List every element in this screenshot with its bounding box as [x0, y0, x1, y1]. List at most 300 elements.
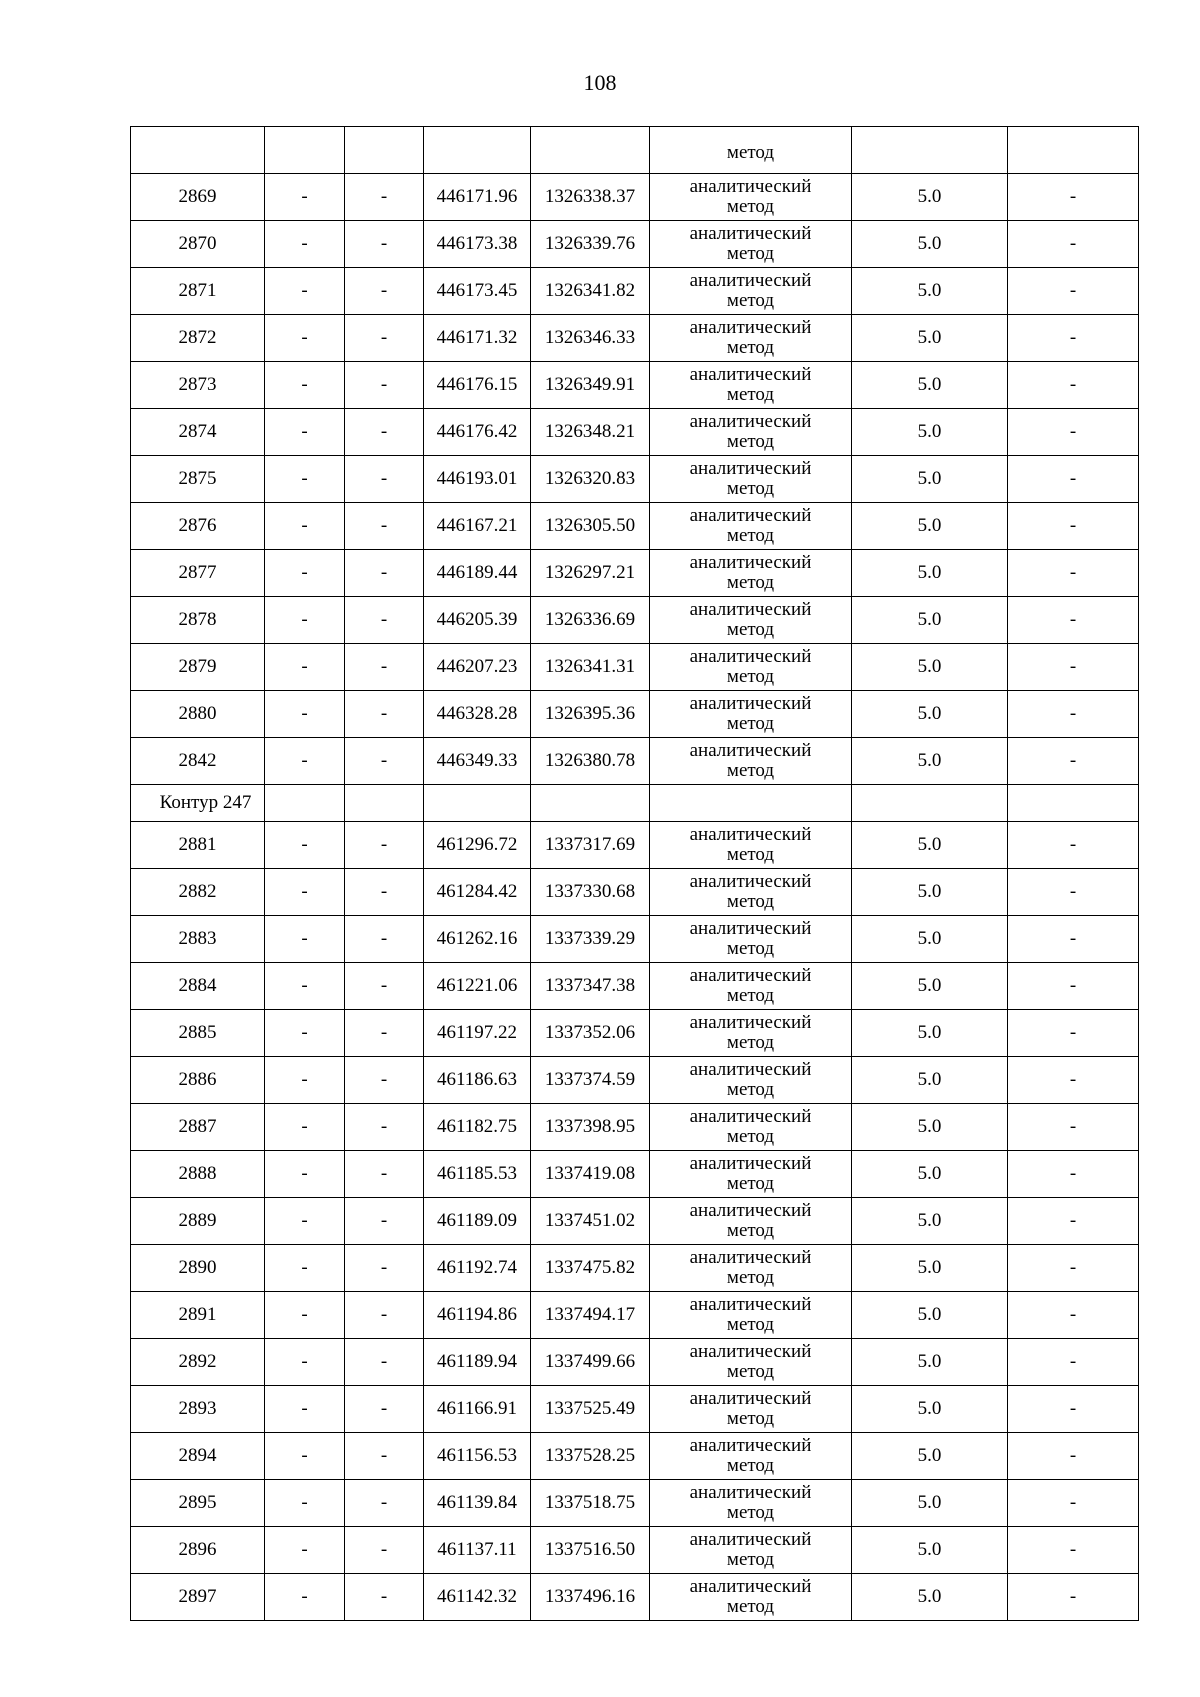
cell-method: метод: [650, 127, 852, 174]
coordinates-table: [130, 126, 1139, 1621]
method-line-2: метод: [726, 713, 775, 734]
cell-point: 2886: [131, 1057, 265, 1104]
cell-c3: -: [345, 1386, 424, 1433]
cell-method: [650, 691, 852, 738]
cell-c2: -: [265, 1480, 345, 1527]
method-line-2: метод: [726, 1549, 775, 1570]
method-line-1: аналитический: [689, 1012, 812, 1033]
cell-x: 446189.44: [424, 550, 531, 597]
cell-c3: -: [345, 644, 424, 691]
method-line-2: метод: [726, 431, 775, 452]
method-line-1: аналитический: [689, 317, 812, 338]
method-line-1: аналитический: [689, 918, 812, 939]
cell-c8: -: [1008, 597, 1139, 644]
cell-c8: -: [1008, 1433, 1139, 1480]
cell-y: 1337352.06: [531, 1010, 650, 1057]
cell-y: 1326395.36: [531, 691, 650, 738]
cell-c2: -: [265, 221, 345, 268]
cell-y: 1326297.21: [531, 550, 650, 597]
cell-accuracy: 5.0: [852, 1527, 1008, 1574]
cell-method: [650, 738, 852, 785]
table-row: [131, 1433, 1139, 1480]
cell-y: [531, 127, 650, 174]
cell-c8: -: [1008, 1386, 1139, 1433]
cell-c2: -: [265, 1433, 345, 1480]
table-row: [131, 869, 1139, 916]
cell-c8: -: [1008, 1527, 1139, 1574]
cell-method: [650, 1104, 852, 1151]
cell-method: [650, 409, 852, 456]
cell-accuracy: 5.0: [852, 1339, 1008, 1386]
cell-point: 2891: [131, 1292, 265, 1339]
cell-c8: -: [1008, 822, 1139, 869]
cell-point: 2887: [131, 1104, 265, 1151]
method-line-1: аналитический: [689, 505, 812, 526]
cell-method: [650, 1574, 852, 1621]
table-row: [131, 503, 1139, 550]
cell-point: 2879: [131, 644, 265, 691]
cell-accuracy: 5.0: [852, 1433, 1008, 1480]
method-line-1: аналитический: [689, 1106, 812, 1127]
cell-point: 2876: [131, 503, 265, 550]
cell-c3: -: [345, 221, 424, 268]
table-row: [131, 174, 1139, 221]
method-line-1: аналитический: [689, 364, 812, 385]
method-line-2: метод: [726, 891, 775, 912]
table-row-continuation: [131, 127, 1139, 174]
cell-y: 1326349.91: [531, 362, 650, 409]
method-line-1: аналитический: [689, 740, 812, 761]
cell-x: 461284.42: [424, 869, 531, 916]
cell-c8: -: [1008, 738, 1139, 785]
cell-c3: -: [345, 1339, 424, 1386]
cell-c2: -: [265, 1198, 345, 1245]
cell-accuracy: 5.0: [852, 963, 1008, 1010]
cell-accuracy: 5.0: [852, 738, 1008, 785]
table-row: [131, 1339, 1139, 1386]
cell-y: 1337518.75: [531, 1480, 650, 1527]
cell-method: [650, 268, 852, 315]
method-line-1: аналитический: [689, 270, 812, 291]
method-line-2: метод: [726, 572, 775, 593]
cell-method: [650, 221, 852, 268]
cell-y: 1326336.69: [531, 597, 650, 644]
cell-c3: -: [345, 597, 424, 644]
cell-method: [650, 1010, 852, 1057]
cell-c3: -: [345, 1104, 424, 1151]
cell-c2: -: [265, 597, 345, 644]
method-line-1: аналитический: [689, 458, 812, 479]
cell-accuracy: 5.0: [852, 691, 1008, 738]
cell-point: 2878: [131, 597, 265, 644]
cell-c3: -: [345, 1198, 424, 1245]
cell-c8: -: [1008, 409, 1139, 456]
cell-x: 446328.28: [424, 691, 531, 738]
cell-method: [650, 550, 852, 597]
cell-c8: -: [1008, 1198, 1139, 1245]
cell-method: [650, 1245, 852, 1292]
cell-x: 461189.94: [424, 1339, 531, 1386]
method-line-1: аналитический: [689, 965, 812, 986]
cell-x: 446205.39: [424, 597, 531, 644]
cell-c8: -: [1008, 644, 1139, 691]
cell-y: 1326341.31: [531, 644, 650, 691]
contour-label: Контур 247: [131, 785, 265, 822]
cell-y: 1337419.08: [531, 1151, 650, 1198]
cell-y: 1326305.50: [531, 503, 650, 550]
method-line-2: метод: [726, 478, 775, 499]
cell-accuracy: 5.0: [852, 1057, 1008, 1104]
cell-method: [650, 456, 852, 503]
cell-point: 2872: [131, 315, 265, 362]
table-row: [131, 1010, 1139, 1057]
method-line-1: аналитический: [689, 1576, 812, 1597]
cell-x: 446173.45: [424, 268, 531, 315]
cell-method: [650, 1057, 852, 1104]
cell-point: 2882: [131, 869, 265, 916]
cell-c2: -: [265, 869, 345, 916]
table-row: [131, 1480, 1139, 1527]
cell-x: 461142.32: [424, 1574, 531, 1621]
cell-c8: -: [1008, 362, 1139, 409]
cell-accuracy: 5.0: [852, 1386, 1008, 1433]
cell-c3: -: [345, 869, 424, 916]
cell-c8: -: [1008, 456, 1139, 503]
cell-c2: -: [265, 503, 345, 550]
cell-x: 461194.86: [424, 1292, 531, 1339]
method-line-2: метод: [726, 985, 775, 1006]
cell-c3: -: [345, 822, 424, 869]
cell-accuracy: 5.0: [852, 1010, 1008, 1057]
cell-c3: -: [345, 963, 424, 1010]
method-line-1: аналитический: [689, 646, 812, 667]
cell-method: [650, 785, 852, 822]
cell-c8: -: [1008, 963, 1139, 1010]
cell-accuracy: 5.0: [852, 869, 1008, 916]
cell-c3: -: [345, 1057, 424, 1104]
cell-x: 461166.91: [424, 1386, 531, 1433]
cell-y: 1326320.83: [531, 456, 650, 503]
cell-c2: -: [265, 362, 345, 409]
cell-c2: -: [265, 691, 345, 738]
page-number: 108: [583, 70, 617, 95]
cell-c3: -: [345, 362, 424, 409]
cell-c3: -: [345, 691, 424, 738]
cell-point: 2873: [131, 362, 265, 409]
cell-c3: -: [345, 268, 424, 315]
table-row: [131, 822, 1139, 869]
cell-method: [650, 315, 852, 362]
cell-x: 446171.32: [424, 315, 531, 362]
cell-c2: -: [265, 1057, 345, 1104]
cell-accuracy: 5.0: [852, 1292, 1008, 1339]
cell-c2: -: [265, 1151, 345, 1198]
method-line-1: аналитический: [689, 411, 812, 432]
cell-point: 2884: [131, 963, 265, 1010]
cell-y: [531, 785, 650, 822]
cell-y: 1337496.16: [531, 1574, 650, 1621]
cell-point: 2895: [131, 1480, 265, 1527]
cell-point: [131, 127, 265, 174]
cell-c3: -: [345, 1574, 424, 1621]
cell-c3: [345, 785, 424, 822]
cell-c3: -: [345, 456, 424, 503]
cell-c8: -: [1008, 1057, 1139, 1104]
cell-x: 446176.42: [424, 409, 531, 456]
cell-method: [650, 1527, 852, 1574]
cell-accuracy: 5.0: [852, 362, 1008, 409]
cell-accuracy: 5.0: [852, 268, 1008, 315]
cell-c3: -: [345, 174, 424, 221]
method-line-1: аналитический: [689, 552, 812, 573]
cell-point: 2881: [131, 822, 265, 869]
cell-c3: -: [345, 916, 424, 963]
cell-c2: -: [265, 1527, 345, 1574]
method-line-1: аналитический: [689, 1529, 812, 1550]
cell-method: [650, 1386, 852, 1433]
cell-c3: -: [345, 1480, 424, 1527]
cell-c3: -: [345, 1151, 424, 1198]
method-line-1: аналитический: [689, 1341, 812, 1362]
cell-c8: -: [1008, 221, 1139, 268]
cell-y: 1326348.21: [531, 409, 650, 456]
cell-y: 1337528.25: [531, 1433, 650, 1480]
cell-point: 2880: [131, 691, 265, 738]
method-line-2: метод: [726, 1455, 775, 1476]
table-row: [131, 916, 1139, 963]
cell-accuracy: 5.0: [852, 503, 1008, 550]
table-row: [131, 597, 1139, 644]
table-row: [131, 644, 1139, 691]
cell-y: 1337525.49: [531, 1386, 650, 1433]
method-line-2: метод: [726, 666, 775, 687]
method-line-1: аналитический: [689, 1435, 812, 1456]
cell-method: [650, 362, 852, 409]
cell-c2: -: [265, 409, 345, 456]
cell-point: 2893: [131, 1386, 265, 1433]
cell-y: 1337330.68: [531, 869, 650, 916]
method-line-2: метод: [726, 1032, 775, 1053]
cell-x: 461137.11: [424, 1527, 531, 1574]
cell-y: 1337317.69: [531, 822, 650, 869]
method-line-1: аналитический: [689, 1153, 812, 1174]
cell-x: [424, 785, 531, 822]
cell-x: 461189.09: [424, 1198, 531, 1245]
cell-c8: -: [1008, 503, 1139, 550]
method-line-2: метод: [726, 1596, 775, 1617]
method-line-1: аналитический: [689, 871, 812, 892]
cell-c2: -: [265, 1574, 345, 1621]
cell-method: [650, 1198, 852, 1245]
cell-accuracy: 5.0: [852, 409, 1008, 456]
cell-x: 461197.22: [424, 1010, 531, 1057]
table-row: [131, 1245, 1139, 1292]
cell-point: 2842: [131, 738, 265, 785]
method-line-2: метод: [726, 1220, 775, 1241]
cell-c8: -: [1008, 1480, 1139, 1527]
method-line-2: метод: [726, 290, 775, 311]
cell-c8: [1008, 127, 1139, 174]
table-row: [131, 221, 1139, 268]
table-row: [131, 268, 1139, 315]
cell-c2: -: [265, 1339, 345, 1386]
method-line-1: аналитический: [689, 223, 812, 244]
cell-c8: -: [1008, 691, 1139, 738]
cell-accuracy: 5.0: [852, 916, 1008, 963]
cell-accuracy: 5.0: [852, 174, 1008, 221]
cell-y: 1337494.17: [531, 1292, 650, 1339]
cell-x: 461156.53: [424, 1433, 531, 1480]
cell-x: 461182.75: [424, 1104, 531, 1151]
cell-accuracy: 5.0: [852, 644, 1008, 691]
cell-c8: -: [1008, 550, 1139, 597]
cell-point: 2875: [131, 456, 265, 503]
table-row: [131, 691, 1139, 738]
method-line-1: аналитический: [689, 1059, 812, 1080]
method-line-2: метод: [726, 337, 775, 358]
table-row: [131, 1198, 1139, 1245]
table-row: [131, 1574, 1139, 1621]
cell-y: 1337339.29: [531, 916, 650, 963]
method-line-2: метод: [726, 384, 775, 405]
cell-y: 1337516.50: [531, 1527, 650, 1574]
method-line-2: метод: [726, 1079, 775, 1100]
cell-x: 446167.21: [424, 503, 531, 550]
cell-c2: -: [265, 738, 345, 785]
cell-c2: -: [265, 1292, 345, 1339]
table-row: [131, 1292, 1139, 1339]
table-row: [131, 738, 1139, 785]
cell-accuracy: 5.0: [852, 822, 1008, 869]
cell-y: 1337398.95: [531, 1104, 650, 1151]
cell-c3: -: [345, 503, 424, 550]
cell-y: 1337451.02: [531, 1198, 650, 1245]
method-line-2: метод: [726, 1126, 775, 1147]
cell-c3: -: [345, 1010, 424, 1057]
cell-c8: -: [1008, 268, 1139, 315]
cell-y: 1326339.76: [531, 221, 650, 268]
cell-c8: -: [1008, 1245, 1139, 1292]
cell-method: [650, 644, 852, 691]
cell-y: 1326380.78: [531, 738, 650, 785]
cell-c2: -: [265, 822, 345, 869]
method-line-1: аналитический: [689, 824, 812, 845]
cell-c2: -: [265, 916, 345, 963]
cell-accuracy: 5.0: [852, 456, 1008, 503]
cell-c2: -: [265, 644, 345, 691]
method-line-2: метод: [726, 243, 775, 264]
cell-c2: [265, 785, 345, 822]
cell-x: 461185.53: [424, 1151, 531, 1198]
table-body: [131, 127, 1139, 1621]
cell-x: 461186.63: [424, 1057, 531, 1104]
table-row: [131, 362, 1139, 409]
cell-accuracy: [852, 785, 1008, 822]
cell-accuracy: 5.0: [852, 1574, 1008, 1621]
table-row: [131, 550, 1139, 597]
cell-c8: -: [1008, 1104, 1139, 1151]
cell-c2: -: [265, 456, 345, 503]
cell-y: 1337374.59: [531, 1057, 650, 1104]
method-line-2: метод: [726, 1502, 775, 1523]
method-line-1: аналитический: [689, 1294, 812, 1315]
table-row: [131, 1386, 1139, 1433]
method-line-2: метод: [726, 1314, 775, 1335]
cell-c3: -: [345, 315, 424, 362]
table-row-contour-header: [131, 785, 1139, 822]
method-line-2: метод: [726, 1267, 775, 1288]
cell-y: 1337347.38: [531, 963, 650, 1010]
table-row: [131, 963, 1139, 1010]
cell-c8: -: [1008, 1339, 1139, 1386]
cell-c2: -: [265, 1245, 345, 1292]
cell-point: 2889: [131, 1198, 265, 1245]
cell-method: [650, 1480, 852, 1527]
cell-point: 2897: [131, 1574, 265, 1621]
cell-c2: -: [265, 1104, 345, 1151]
method-line-2: метод: [726, 1361, 775, 1382]
cell-point: 2885: [131, 1010, 265, 1057]
cell-point: 2896: [131, 1527, 265, 1574]
cell-accuracy: 5.0: [852, 550, 1008, 597]
cell-c3: [345, 127, 424, 174]
method-line-1: аналитический: [689, 176, 812, 197]
cell-x: 461139.84: [424, 1480, 531, 1527]
table-row: [131, 409, 1139, 456]
cell-method: [650, 1339, 852, 1386]
cell-c3: -: [345, 738, 424, 785]
cell-x: 461192.74: [424, 1245, 531, 1292]
table-row: [131, 1151, 1139, 1198]
cell-point: 2871: [131, 268, 265, 315]
table-row: [131, 1104, 1139, 1151]
method-line-2: метод: [726, 760, 775, 781]
cell-c2: -: [265, 315, 345, 362]
cell-y: 1326346.33: [531, 315, 650, 362]
cell-point: 2890: [131, 1245, 265, 1292]
cell-accuracy: 5.0: [852, 1198, 1008, 1245]
cell-y: 1337499.66: [531, 1339, 650, 1386]
cell-c2: -: [265, 550, 345, 597]
cell-y: 1326341.82: [531, 268, 650, 315]
method-line-2: метод: [726, 844, 775, 865]
cell-method: [650, 869, 852, 916]
cell-c3: -: [345, 409, 424, 456]
cell-accuracy: 5.0: [852, 1245, 1008, 1292]
cell-c3: -: [345, 1527, 424, 1574]
cell-c8: -: [1008, 1010, 1139, 1057]
cell-method: [650, 822, 852, 869]
cell-y: 1326338.37: [531, 174, 650, 221]
cell-method: [650, 1433, 852, 1480]
cell-c2: -: [265, 268, 345, 315]
method-line-1: аналитический: [689, 599, 812, 620]
method-line-2: метод: [726, 196, 775, 217]
method-line-1: аналитический: [689, 693, 812, 714]
cell-x: 446193.01: [424, 456, 531, 503]
cell-x: 461221.06: [424, 963, 531, 1010]
cell-method: [650, 1151, 852, 1198]
cell-accuracy: 5.0: [852, 597, 1008, 644]
cell-point: 2877: [131, 550, 265, 597]
method-line-1: аналитический: [689, 1247, 812, 1268]
cell-point: 2869: [131, 174, 265, 221]
cell-c8: -: [1008, 869, 1139, 916]
method-line-2: метод: [726, 1173, 775, 1194]
cell-y: 1337475.82: [531, 1245, 650, 1292]
cell-method: [650, 963, 852, 1010]
cell-method: [650, 597, 852, 644]
